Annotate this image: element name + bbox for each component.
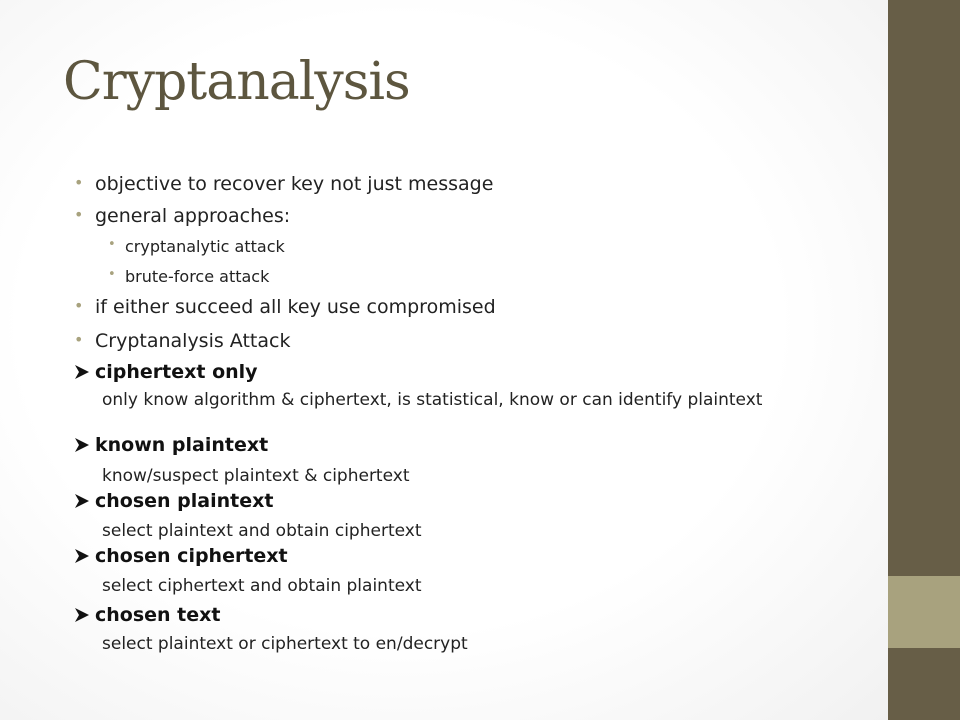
bullet-text: general approaches:: [95, 205, 291, 227]
sub-bullet-item: [108, 237, 285, 256]
arrow-bullet-icon: [73, 547, 91, 565]
bullet-text: objective to recover key not just message: [95, 173, 494, 195]
attack-item: [95, 490, 273, 512]
attack-name: chosen plaintext: [95, 490, 274, 512]
arrow-bullet-icon: [73, 492, 91, 510]
bullet-dot-icon: •: [74, 330, 84, 349]
sub-bullet-text: brute-force attack: [125, 267, 270, 286]
bullet-text: Cryptanalysis Attack: [95, 330, 291, 352]
arrow-bullet-icon: [73, 436, 91, 454]
attack-item: [95, 361, 258, 383]
bullet-item: [74, 296, 496, 318]
attack-description: select ciphertext and obtain plaintext: [102, 576, 422, 596]
attack-description: only know algorithm & ciphertext, is statistical, know or can identify plaintext: [102, 390, 763, 410]
sidebar-dark-band: [888, 0, 960, 576]
sidebar-dark-band-bottom: [888, 648, 960, 720]
bullet-dot-icon: •: [74, 173, 84, 192]
attack-item: [95, 434, 268, 456]
attack-description: select plaintext and obtain ciphertext: [102, 521, 422, 541]
attack-item: [95, 604, 221, 626]
attack-description: know/suspect plaintext & ciphertext: [102, 466, 410, 486]
slide-title: Cryptanalysis: [63, 52, 410, 112]
sub-bullet-item: [108, 267, 270, 286]
attack-name: chosen text: [95, 604, 221, 626]
decorative-sidebar: [888, 0, 960, 720]
attack-name: chosen ciphertext: [95, 545, 288, 567]
arrow-bullet-icon: [73, 363, 91, 381]
bullet-text: if either succeed all key use compromised: [95, 296, 496, 318]
attack-name: ciphertext only: [95, 361, 258, 383]
attack-item: [95, 545, 288, 567]
attack-description: select plaintext or ciphertext to en/decrypt: [102, 634, 468, 654]
arrow-bullet-icon: [73, 606, 91, 624]
bullet-item: [74, 205, 291, 227]
bullet-dot-icon: •: [108, 237, 116, 252]
attack-name: known plaintext: [95, 434, 269, 456]
sidebar-light-band: [888, 576, 960, 648]
bullet-dot-icon: •: [108, 267, 116, 282]
bullet-item: [74, 173, 494, 195]
bullet-dot-icon: •: [74, 205, 84, 224]
bullet-dot-icon: •: [74, 296, 84, 315]
sub-bullet-text: cryptanalytic attack: [125, 237, 285, 256]
bullet-item: [74, 330, 291, 352]
